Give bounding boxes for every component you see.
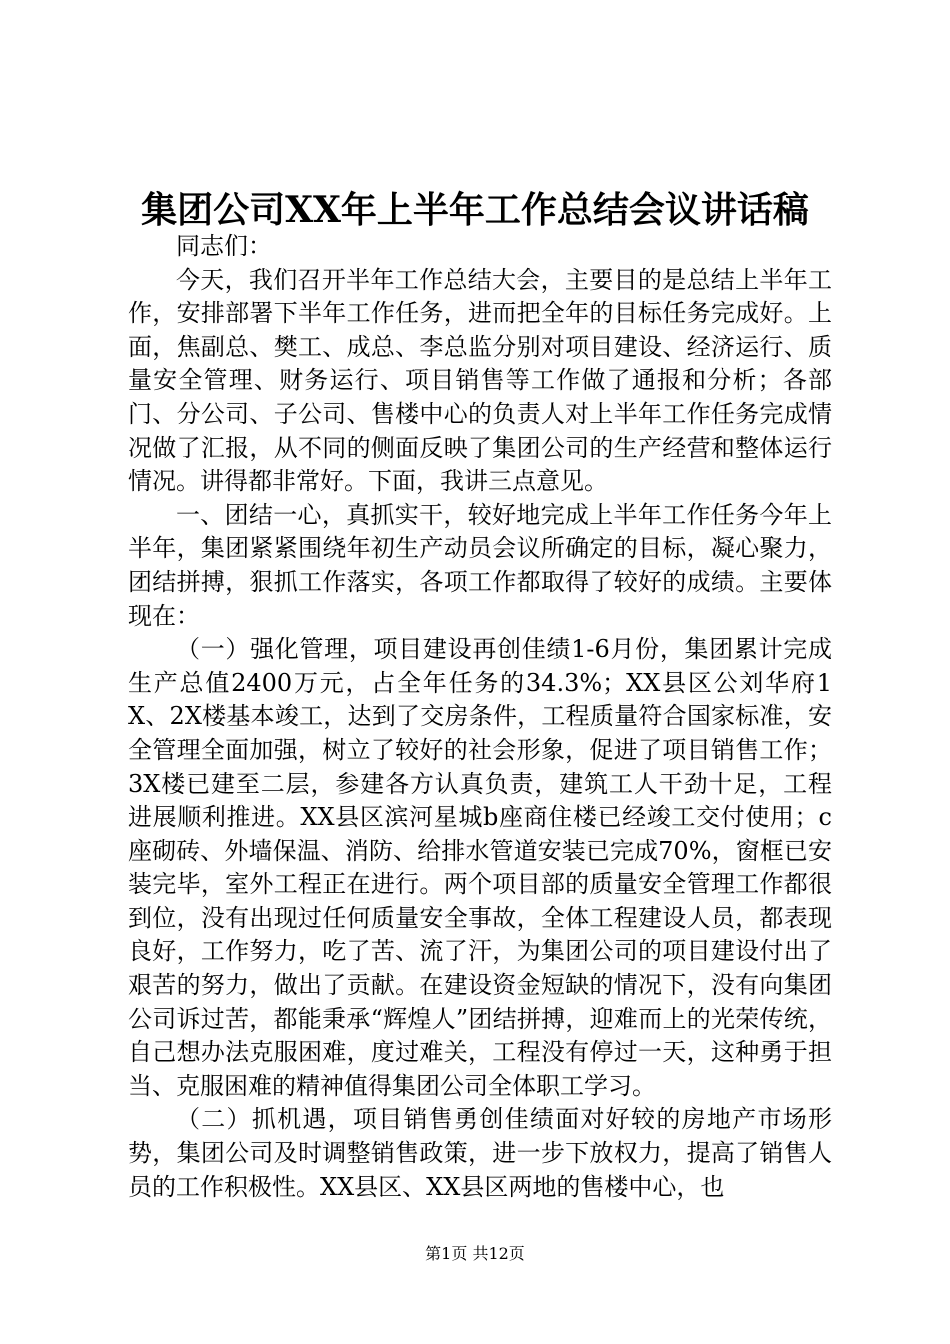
page-footer: 第1页 共12页 bbox=[425, 1244, 525, 1263]
subsection-two-paragraph: （二）抓机遇，项目销售勇创佳绩面对好较的房地产市场形势，集团公司及时调整销售政策，进一步下放权力，提高了销售人员的工作积极性。XX县区、XX县区两地的售楼中心，也 bbox=[128, 1105, 832, 1201]
intro-paragraph: 今天，我们召开半年工作总结大会，主要目的是总结上半年工作，安排部署下半年工作任务，进而把全年的目标任务完成好。上面，焦副总、樊工、成总、李总监分别对项目建设、经济运行、质量安全管理、财务运行、项目销售等工作做了通报和分析；各部门、分公司、子公司、售楼中心的负责人对上半年工作任务完成情况做了汇报，从不同的侧面反映了集团公司的生产经营和整体运行情况。讲得都非常好。下面，我讲三点意见。 bbox=[128, 265, 832, 496]
section-one-paragraph: 一、团结一心，真抓实干，较好地完成上半年工作任务今年上半年，集团紧紧围绕年初生产动员会议所确定的目标，凝心聚力，团结拼搏，狠抓工作落实，各项工作都取得了较好的成绩。主要体现在： bbox=[128, 500, 832, 630]
document-body bbox=[128, 230, 832, 1204]
subsection-one-paragraph: （一）强化管理，项目建设再创佳绩1-6月份，集团累计完成生产总值2400万元，占全年任务的34.3%；XX县区公刘华府1X、2X楼基本竣工，达到了交房条件，工程质量符合国家标准，安全管理全面加强，树立了较好的社会形象，促进了项目销售工作；3X楼已建至二层，参建各方认真负责，建筑工人干劲十足，工程进展顺利推进。XX县区滨河星城b座商住楼已经竣工交付使用；c座砌砖、外墙保温、消防、给排水管道安装已完成70%，窗框已安装完毕，室外工程正在进行。两个项目部的质量安全管理工作都很到位，没有出现过任何质量安全事故，全体工程建设人员，都表现良好，工作努力，吃了苦、流了汗，为集团公司的项目建设付出了艰苦的努力，做出了贡献。在建设资金短缺的情况下，没有向集团公司诉过苦，都能秉承“辉煌人”团结拼搏，迎难而上的光荣传统，自己想办法克服困难，度过难关，工程没有停过一天，这种勇于担当、克服困难的精神值得集团公司全体职工学习。 bbox=[128, 635, 832, 1100]
document-title: 集团公司XX年上半年工作总结会议讲话稿 bbox=[141, 189, 809, 231]
salutation-paragraph: 同志们： bbox=[176, 232, 272, 260]
